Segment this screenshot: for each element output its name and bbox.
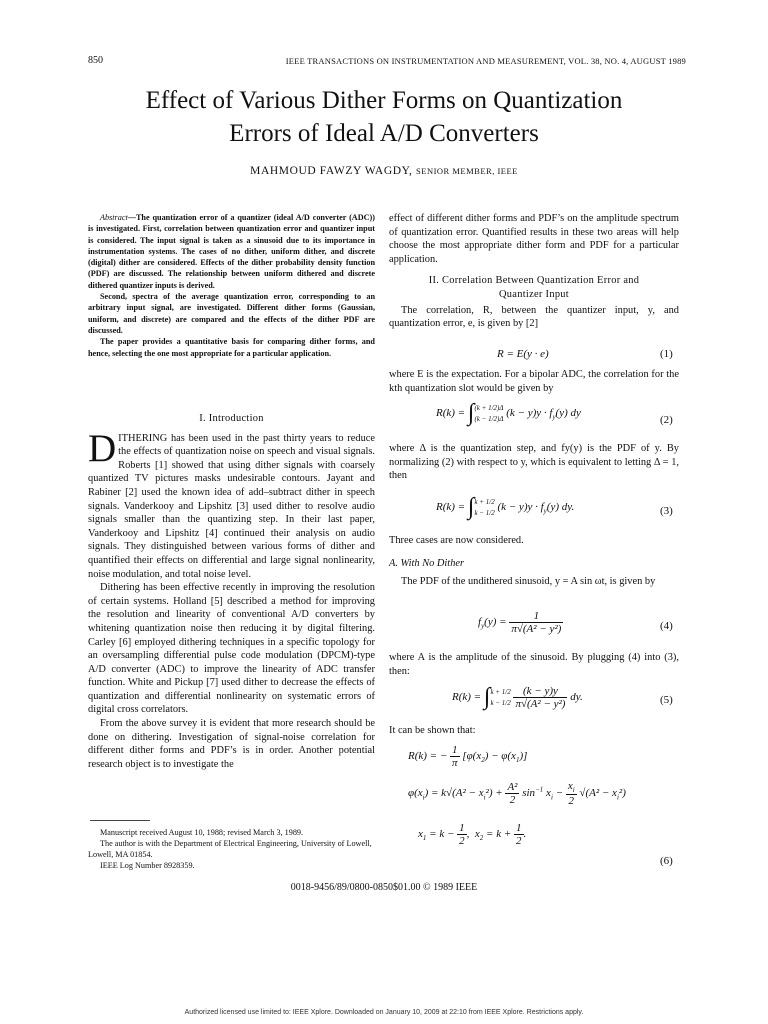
equation-5: R(k) = ∫ k + 1/2 k − 1/2 $\frac{(k - y)y}{\text{π√(A² − y²)}}$ dy. <box>452 684 583 710</box>
equation-1-number: (1) <box>660 348 673 360</box>
paper-title <box>0 84 768 150</box>
author-line <box>0 165 768 177</box>
abstract-p1: —The quantization error of a quantizer (ideal A/D converter (ADC)) is investigated. First, correlation between quantization error and quantizer input is considered. The input signal is taken as a sinusoid due to its importance in instrumentation systems. The cases of no dither, uniform dither, and discrete (digital) dither are considered. Effects of the dither probability density function (PDF) are discussed. The relationship between uniform dithered and discrete dithered quantizer inputs is derived. <box>88 213 375 290</box>
author-title: SENIOR MEMBER, IEEE <box>416 166 518 176</box>
footnote-line-2: The author is with the Department of Electrical Engineering, University of Lowell, Lowell, MA 01854. <box>88 839 372 859</box>
section2-heading <box>389 274 679 301</box>
equation-6a: R(k) = − $\frac{1}{\pi}$ $[\varphi(x_2) - \varphi(x_1)]$ <box>408 744 528 769</box>
introduction-section <box>88 412 375 771</box>
intro-heading: I. Introduction <box>199 413 264 424</box>
abstract <box>88 212 375 359</box>
right-p7: It can be shown that: <box>389 725 476 736</box>
equation-3-number: (3) <box>660 505 673 517</box>
drop-cap: D <box>88 426 117 470</box>
footnote <box>88 827 375 871</box>
title-line-1: Effect of Various Dither Forms on Quantization <box>145 87 623 114</box>
equation-6-number: (6) <box>660 855 673 867</box>
author-name: MAHMOUD FAWZY WAGDY, <box>250 165 413 177</box>
intro-p2: Dithering has been effective recently in improving the resolution of certain systems. Holland [5] described a method for improving the resolution and linearity of conventional A/D converters by whitening quantization noise then reducing it by digital filtering. Carley [6] employed dithering techniques in a specific topology for an oversampling differential pulse code modulation (DPCM)-type A/D converter (ADC) to improve the linearity of ADC transfer function. White and Pickup [7] used dither to decrease the effects of quantization and differential nonlinearity on systematic errors of digital cross correlators. <box>88 582 375 716</box>
right-p3: where Δ is the quantization step, and fy(y) is the PDF of y. By normalizing (2) with respect to y, which is equivalent to letting Δ = 1, then <box>389 443 679 482</box>
abstract-p3: The paper provides a quantitative basis for comparing dither forms, and hence, selecting the one most appropriate for a particular application. <box>88 337 375 358</box>
equation-2: R(k) = ∫ (k + 1/2)Δ (k − 1/2)Δ $(k - y)y \cdot f_y(y)$ dy <box>436 400 581 426</box>
right-p0: effect of different dither forms and PDF’s on the amplitude spectrum of quantization error. Quantified results in these two areas will help choose the most appropriate dither form and PDF for a particular application. <box>389 213 679 265</box>
copyright-line: 0018-9456/89/0800-0850$01.00 © 1989 IEEE <box>290 882 478 893</box>
right-p1: The correlation, R, between the quantizer input, y, and quantization error, e, is given by [2] <box>389 304 679 330</box>
intro-p3: From the above survey it is evident that more research should be done on dithering. Investigation of signal-noise correlation for different dither forms and PDF’s is in order. Another potential research object is to investigate the <box>88 718 375 770</box>
section2-heading-line1: II. Correlation Between Quantization Error and <box>428 275 640 287</box>
right-p2: where E is the expectation. For a bipolar ADC, the correlation for the kth quantization slot would be given by <box>389 369 679 394</box>
right-p5: The PDF of the undithered sinusoid, y = A sin ωt, is given by <box>401 576 656 587</box>
page-number: 850 <box>88 55 103 66</box>
right-p6: where A is the amplitude of the sinusoid. By plugging (4) into (3), then: <box>389 652 679 677</box>
abstract-label: Abstract <box>100 213 128 222</box>
subsection-a-heading: A. With No Dither <box>389 558 465 569</box>
right-column-top <box>389 212 679 331</box>
footnote-line-3: IEEE Log Number 8928359. <box>100 861 195 870</box>
footnote-line-1: Manuscript received August 10, 1988; revised March 3, 1989. <box>100 828 304 837</box>
equation-6b: $\varphi(x_i) = k√(A^2 - x_i^2)$ + $\frac{\text{A²}}{2}$ $\sin^{-1} x_i$ − $\frac{x_i}{2}$ $√(A^2 - x_i^2)$ <box>408 780 626 808</box>
equation-6c: $x_1 = k$ − $\frac{1}{2}$ , $x_2 = k$ + $\frac{1}{2}$ . <box>418 822 527 847</box>
title-line-2: Errors of Ideal A/D Converters <box>229 120 539 147</box>
equation-4-number: (4) <box>660 620 673 632</box>
abstract-p2: Second, spectra of the average quantization error, corresponding to an arbitrary input signal, are investigated. Different dither forms (Gaussian, uniform, and discrete) are compared and the effects of the dither PDF are discussed. <box>88 292 375 335</box>
equation-4: $f_y(y)$ = $\frac{1}{\text{π√(A² − y²)}}$ <box>478 610 562 635</box>
equation-1: R = E(y · e) <box>497 348 549 360</box>
equation-5-number: (5) <box>660 694 673 706</box>
equation-2-number: (2) <box>660 414 673 426</box>
section2-heading-line2: Quantizer Input <box>499 288 569 300</box>
right-p4: Three cases are now considered. <box>389 535 524 546</box>
running-head: IEEE TRANSACTIONS ON INSTRUMENTATION AND MEASUREMENT, VOL. 38, NO. 4, AUGUST 1989 <box>285 56 686 66</box>
license-note: Authorized licensed use limited to: IEEE Xplore. Downloaded on January 10, 2009 at 22:10 from IEEE Xplore. Restrictions apply. <box>184 1009 584 1016</box>
footnote-rule <box>90 820 150 821</box>
intro-p1: ITHERING has been used in the past thirty years to reduce the effects of quantization noise on speech and visual signals. Roberts [1] showed that using dither signals with coarsely quantized TV pictures masks undesirable contours. Jayant and Rabiner [2] used the known idea of add–subtract dither in speech signals. Vanderkooy and Lipshitz [3] used dither to resolve audio signals smaller than the quantizing step. In their last paper, Vanderkooy and Lipshitz [4] continued their analysis on audio signals. They distinguished between various forms of dither and quantified their effects on differential and large signal nonlinearity, noise modulation, and total noise level. <box>88 432 375 580</box>
equation-3: R(k) = ∫ k + 1/2 k − 1/2 $(k - y)y \cdot f_y(y)$ dy. <box>436 494 575 520</box>
